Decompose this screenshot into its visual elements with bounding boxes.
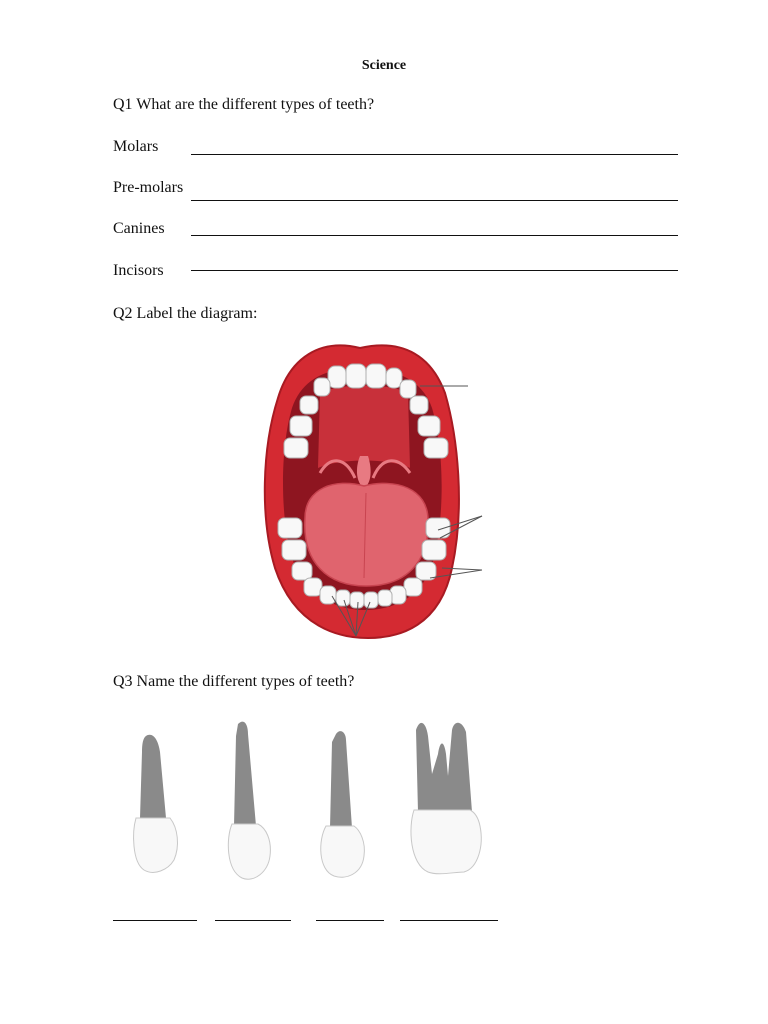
answer-line-molars[interactable]: [191, 154, 678, 155]
question-3: Q3 Name the different types of teeth?: [113, 673, 355, 690]
answer-line-tooth-3[interactable]: [316, 920, 384, 921]
question-2: Q2 Label the diagram:: [113, 305, 258, 322]
row-label-molars: Molars: [113, 138, 159, 155]
palate: [318, 386, 410, 469]
mouth-diagram: [260, 338, 500, 648]
answer-line-tooth-4[interactable]: [400, 920, 498, 921]
answer-line-tooth-1[interactable]: [113, 920, 197, 921]
tooth-canine: [224, 720, 274, 882]
row-label-incisors: Incisors: [113, 262, 164, 279]
tongue: [305, 483, 428, 586]
answer-line-pre-molars[interactable]: [191, 200, 678, 201]
answer-line-incisors[interactable]: [191, 270, 678, 271]
question-1: Q1 What are the different types of teeth?: [113, 96, 375, 113]
answer-line-canines[interactable]: [191, 235, 678, 236]
page-title: Science: [361, 58, 407, 73]
tooth-incisor: [126, 732, 182, 874]
tooth-molar: [406, 716, 486, 880]
answer-line-tooth-2[interactable]: [215, 920, 291, 921]
row-label-canines: Canines: [113, 220, 165, 237]
row-label-pre-molars: Pre-molars: [113, 179, 184, 196]
tooth-premolar: [316, 728, 368, 880]
